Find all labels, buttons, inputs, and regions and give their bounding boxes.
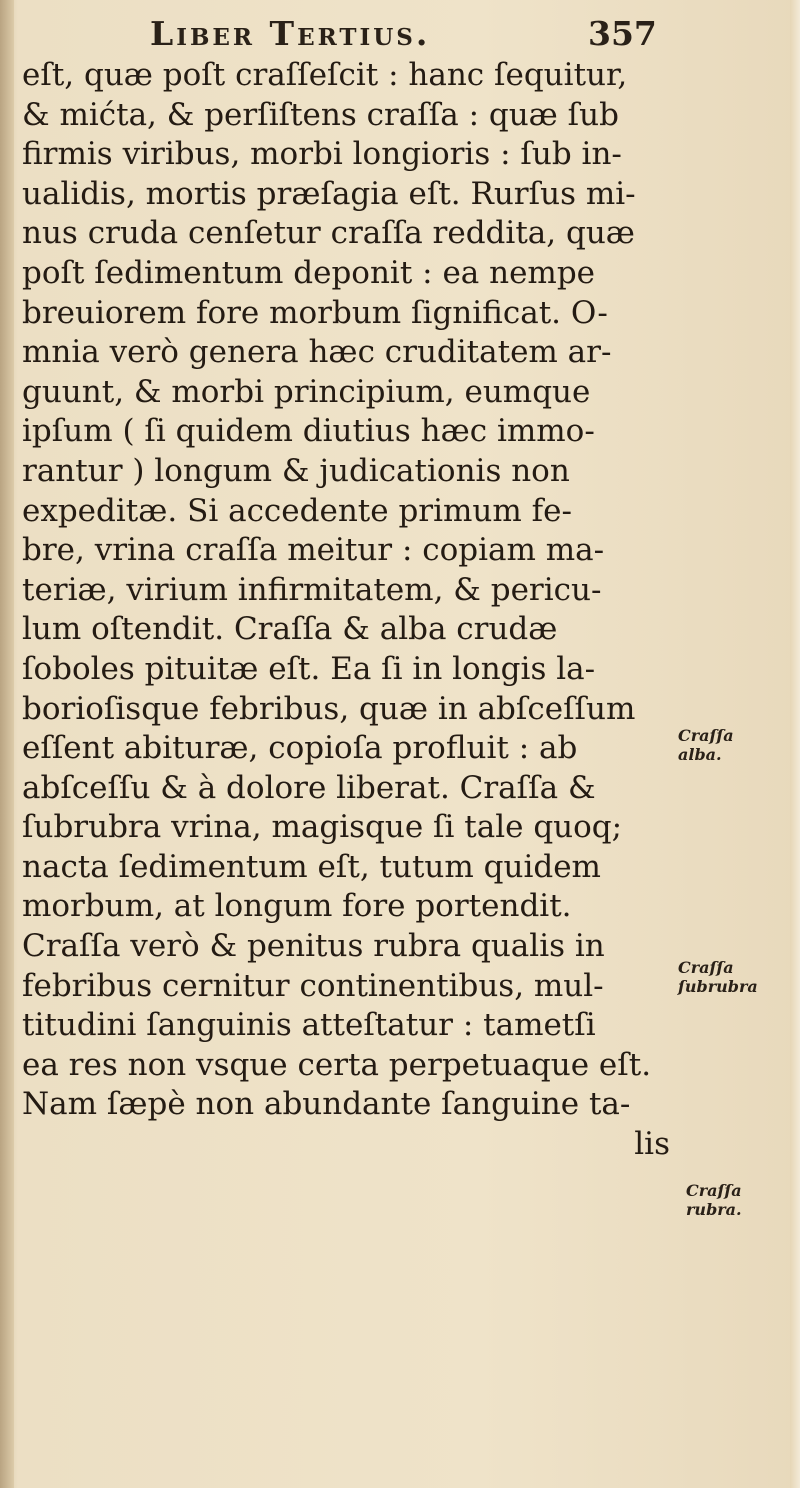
margin-note-line: Craſſa <box>678 958 734 977</box>
text-line: abſceſſu & à dolore liberat. Craſſa & <box>22 769 596 806</box>
text-line: nacta ſedimentum eſt, tutum quidem <box>22 848 601 885</box>
margin-note-line: alba. <box>678 745 722 764</box>
text-line: ualidis, mortis præſagia eſt. Rurſus mi- <box>22 175 636 212</box>
text-line: titudini ſanguinis atteſtatur : tametſi <box>22 1007 596 1044</box>
page-header <box>150 14 690 58</box>
text-line: rantur ) longum & judicationis non <box>22 452 570 489</box>
margin-note <box>678 726 734 764</box>
margin-note-line: rubra. <box>686 1200 742 1219</box>
text-line: teriæ, virium infirmitatem, & pericu- <box>22 571 602 608</box>
text-line: Craſſa verò & penitus rubra qualis in <box>22 928 605 965</box>
text-line: lum oſtendit. Craſſa & alba crudæ <box>22 611 558 648</box>
text-line: Nam ſæpè non abundante ſanguine ta- <box>22 1086 631 1123</box>
text-line: febribus cernitur continentibus, mul- <box>22 967 604 1004</box>
text-line: mnia verò genera hæc cruditatem ar- <box>22 334 612 371</box>
text-line: ſubrubra vrina, magisque ſi tale quoq; <box>22 809 623 846</box>
text-line: guunt, & morbi principium, eumque <box>22 373 591 410</box>
margin-note-line: Craſſa <box>686 1181 742 1200</box>
text-line: ea res non vsque certa perpetuaque eſt. <box>22 1046 652 1083</box>
margin-note-line: ſubrubra <box>678 977 758 996</box>
text-line: bre, vrina craſſa meitur : copiam ma- <box>22 532 605 569</box>
text-line: borioſisque febribus, quæ in abſceſſum <box>22 690 636 727</box>
text-line: expeditæ. Si accedente primum fe- <box>22 492 572 529</box>
body-text <box>22 56 672 1165</box>
text-line: nus cruda cenſetur craſſa reddita, quæ <box>22 215 635 252</box>
text-line: firmis viribus, morbi longioris : ſub in- <box>22 136 622 173</box>
margin-note <box>686 1181 742 1219</box>
text-line: ſoboles pituitæ eſt. Ea ſi in longis la- <box>22 650 596 687</box>
margin-note-line: Craſſa <box>678 726 734 745</box>
text-line: & mićta, & perſiſtens craſſa : quæ ſub <box>22 96 619 133</box>
running-head: Liber Tertius. <box>150 14 431 53</box>
text-line: eſt, quæ poſt craſſeſcit : hanc ſequitur, <box>22 57 628 93</box>
text-line: breuiorem fore morbum ſignificat. O- <box>22 294 608 331</box>
catchword: lis <box>634 1126 670 1163</box>
text-line: poſt ſedimentum deponit : ea nempe <box>22 254 596 291</box>
margin-note <box>678 958 758 996</box>
text-line: eſſent abituræ, copioſa profluit : ab <box>22 730 578 767</box>
binding-gutter <box>0 0 14 1488</box>
page-edge <box>790 0 800 1488</box>
text-line: morbum, at longum fore portendit. <box>22 888 572 925</box>
page-number: 357 <box>588 14 657 53</box>
text-line: ipſum ( ſi quidem diutius hæc immo- <box>22 413 595 450</box>
